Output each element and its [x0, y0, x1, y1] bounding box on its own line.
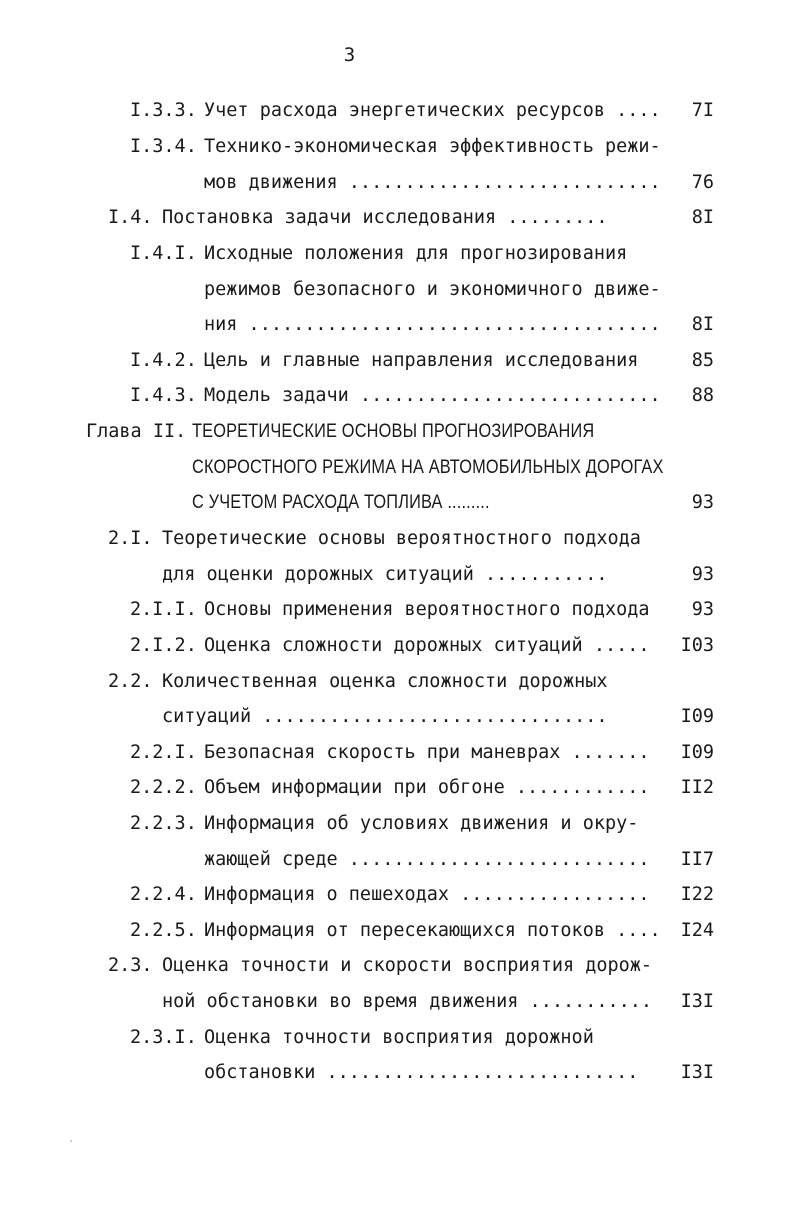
toc-entry-number: 2.2.I.	[130, 742, 197, 763]
chapter-title: ТЕОРЕТИЧЕСКИЕ ОСНОВЫ ПРОГНОЗИРОВАНИЯ	[192, 421, 595, 442]
toc-entry-title: Технико-экономическая эффективность режи-	[204, 136, 661, 157]
toc-entry-title-continued: обстановки ............................	[204, 1062, 639, 1083]
toc-entry-title: Модель задачи ...........................	[204, 385, 661, 406]
toc-entry-number: 2.3.I.	[130, 1027, 197, 1048]
toc-entry-title-continued: жающей среде ...........................	[204, 849, 650, 870]
chapter-title-continued: С УЧЕТОМ РАСХОДА ТОПЛИВА .........	[192, 492, 490, 513]
toc-entry-number: 2.2.3.	[130, 813, 197, 834]
toc-entry-page: 7I	[691, 100, 714, 121]
toc-entry-title: Оценка сложности дорожных ситуаций .....	[204, 635, 650, 656]
toc-entry-title-continued: ситуаций ...............................	[162, 706, 608, 727]
toc-entry-page: I3I	[680, 1062, 714, 1083]
chapter-title-continued: СКОРОСТНОГО РЕЖИМА НА АВТОМОБИЛЬНЫХ ДОРОГАХ	[192, 457, 664, 478]
toc-entry-title-continued: для оценки дорожных ситуаций ...........	[162, 564, 608, 585]
scan-speck	[70, 1140, 72, 1142]
toc-entry-page: 88	[691, 385, 714, 406]
toc-entry-title: Количественная оценка сложности дорожных	[162, 671, 608, 692]
toc-entry-page: I09	[680, 742, 714, 763]
toc-entry-page: 8I	[691, 314, 714, 335]
toc-entry-number: 2.I.I.	[130, 599, 197, 620]
toc-entry-number: 2.2.5.	[130, 920, 197, 941]
toc-entry-page: I22	[680, 884, 714, 905]
toc-entry-page: 93	[691, 492, 714, 513]
toc-entry-page: II7	[680, 849, 714, 870]
toc-entry-title: Оценка точности и скорости восприятия дорож-	[162, 955, 653, 976]
toc-entry-number: 2.2.4.	[130, 884, 197, 905]
toc-entry-title: Постановка задачи исследования .........	[162, 207, 608, 228]
toc-entry-title: Оценка точности восприятия дорожной	[204, 1027, 594, 1048]
toc-entry-title-continued: ной обстановки во время движения ...........	[162, 991, 653, 1012]
toc-entry-title: Исходные положения для прогнозирования	[204, 243, 628, 264]
toc-entry-title-continued: режимов безопасного и экономичного движе-	[204, 279, 661, 300]
toc-entry-number: I.4.I.	[130, 243, 197, 264]
toc-entry-title: Безопасная скорость при маневрах .......	[204, 742, 650, 763]
toc-entry-page: 93	[691, 599, 714, 620]
toc-entry-title: Объем информации при обгоне ............	[204, 777, 650, 798]
toc-entry-title: Информация от пересекающихся потоков ....	[204, 920, 661, 941]
toc-entry-number: 2.3.	[108, 955, 153, 976]
toc-entry-title: Основы применения вероятностного подхода	[204, 599, 650, 620]
toc-entry-page: I24	[680, 920, 714, 941]
toc-entry-page: 8I	[691, 207, 714, 228]
toc-entry-number: I.4.2.	[130, 350, 197, 371]
toc-entry-page: I09	[680, 706, 714, 727]
toc-entry-number: 2.I.	[108, 528, 153, 549]
toc-entry-page: I03	[680, 635, 714, 656]
toc-entry-title: Информация об условиях движения и окру-	[204, 813, 639, 834]
toc-entry-number: I.4.	[108, 207, 153, 228]
toc-entry-number: I.4.3.	[130, 385, 197, 406]
toc-entry-title-continued: мов движения ............................	[204, 172, 661, 193]
toc-entry-title: Цель и главные направления исследования	[204, 350, 639, 371]
toc-entry-number: I.3.3.	[130, 100, 197, 121]
toc-entry-number: I.3.4.	[130, 136, 197, 157]
toc-entry-page: 76	[691, 172, 714, 193]
toc-entry-title-continued: ния .....................................	[204, 314, 661, 335]
toc-entry-title: Учет расхода энергетических ресурсов ....	[204, 100, 661, 121]
toc-entry-page: II2	[680, 777, 714, 798]
toc-entry-number: 2.2.	[108, 671, 153, 692]
page-number: 3	[343, 44, 356, 66]
toc-entry-page: I3I	[680, 991, 714, 1012]
chapter-number: Глава II.	[86, 421, 187, 442]
toc-entry-title: Информация о пешеходах .................	[204, 884, 650, 905]
toc-entry-title: Теоретические основы вероятностного подхода	[162, 528, 641, 549]
toc-entry-page: 93	[691, 564, 714, 585]
toc-entry-page: 85	[691, 350, 714, 371]
toc-entry-number: 2.I.2.	[130, 635, 197, 656]
toc-entry-number: 2.2.2.	[130, 777, 197, 798]
